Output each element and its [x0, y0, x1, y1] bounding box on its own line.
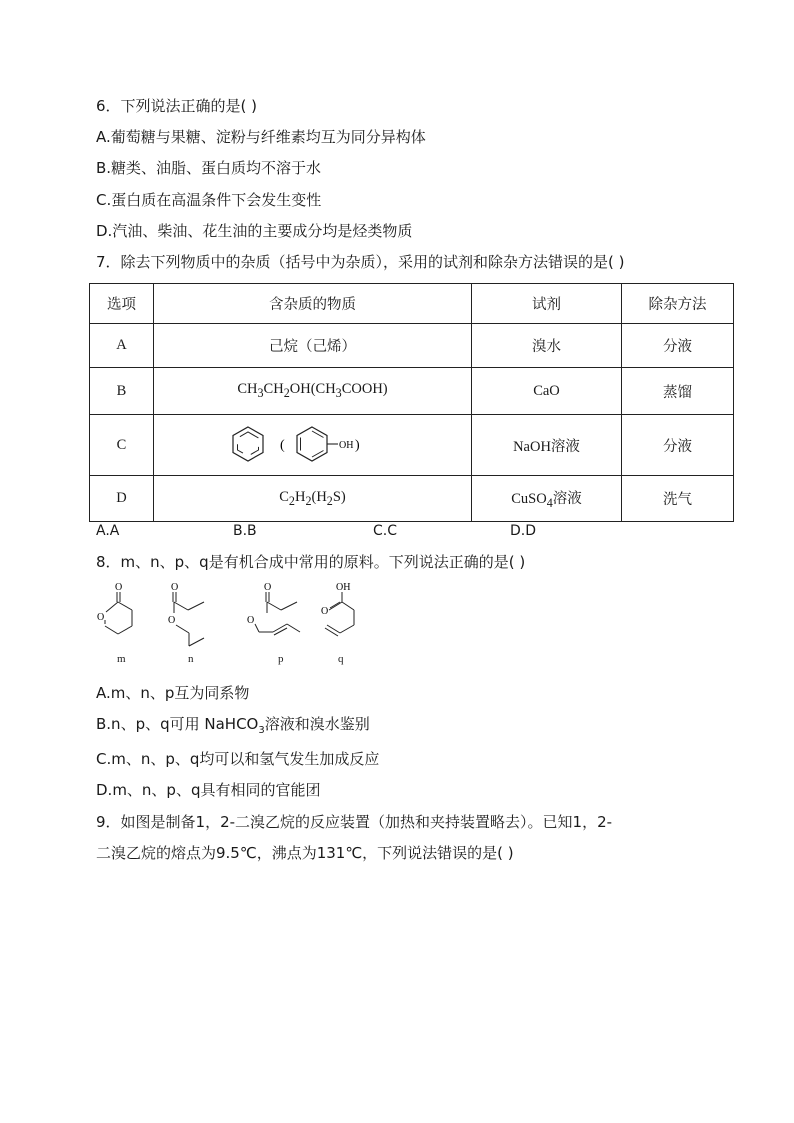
table-row	[90, 324, 734, 368]
row-a-option: A	[90, 324, 154, 368]
svg-text:O: O	[168, 615, 176, 626]
q6-stem: 6．下列说法正确的是( )	[96, 97, 258, 115]
row-d-method: 洗气	[622, 476, 734, 522]
q8-option-d: D.m、n、p、q具有相同的官能团	[96, 781, 321, 799]
q9-stem-line2: 二溴乙烷的熔点为9.5℃，沸点为131℃，下列说法错误的是( )	[96, 844, 514, 862]
row-b-reagent: CaO	[472, 368, 622, 415]
paren-open: (	[279, 438, 285, 453]
row-c-reagent: NaOH溶液	[472, 415, 622, 476]
molecule-m-structure	[92, 580, 152, 652]
table-row	[90, 476, 734, 522]
svg-text:O: O	[247, 615, 255, 626]
molecule-n-structure	[164, 580, 234, 652]
table-row	[90, 415, 734, 476]
svg-text:O: O	[97, 612, 105, 623]
q6-option-d: D.汽油、柴油、花生油的主要成分均是烃类物质	[96, 222, 413, 240]
molecule-m	[92, 580, 152, 665]
q6-option-a: A.葡萄糖与果糖、淀粉与纤维素均互为同分异构体	[96, 128, 426, 146]
paren-close: )	[354, 438, 360, 453]
svg-text:O: O	[321, 606, 329, 617]
row-a-method: 分液	[622, 324, 734, 368]
q8-option-b: B.n、p、q可用 NaHCO$_3$溶液和溴水鉴别	[96, 715, 370, 736]
row-a-substance: 己烷（己烯）	[154, 324, 472, 368]
molecule-n-label: n	[188, 653, 194, 665]
svg-text:O: O	[115, 582, 123, 593]
q7-stem: 7．除去下列物质中的杂质（括号中为杂质），采用的试剂和除杂方法错误的是( )	[96, 253, 625, 271]
row-b-method: 蒸馏	[622, 368, 734, 415]
header-reagent: 试剂	[472, 284, 622, 324]
row-a-reagent: 溴水	[472, 324, 622, 368]
q8-option-c: C.m、n、p、q均可以和氢气发生加成反应	[96, 750, 380, 768]
molecule-p-label: p	[278, 653, 284, 665]
row-c-substance	[154, 415, 472, 476]
q7-answer-d: D.D	[510, 523, 537, 539]
q8-stem: 8．m、n、p、q是有机合成中常用的原料。下列说法正确的是( )	[96, 553, 526, 571]
row-d-reagent: CuSO$_4$溶液	[472, 476, 622, 522]
header-option: 选项	[90, 284, 154, 324]
header-method: 除杂方法	[622, 284, 734, 324]
q7-answer-options	[0, 523, 794, 543]
molecule-q-label: q	[338, 653, 344, 665]
q6-option-b: B.糖类、油脂、蛋白质均不溶于水	[96, 159, 322, 177]
molecule-p	[242, 580, 312, 665]
table-header-row	[90, 284, 734, 324]
svg-text:O: O	[171, 582, 179, 593]
molecule-n	[164, 580, 234, 665]
q7-answer-b: B.B	[233, 523, 257, 539]
molecule-q	[316, 580, 376, 665]
oh-label: OH	[338, 440, 353, 451]
q9-stem-line1: 9．如图是制备1，2-二溴乙烷的反应装置（加热和夹持装置略去）。已知1，2-	[96, 813, 613, 831]
svg-text:O: O	[264, 582, 272, 593]
table-row	[90, 368, 734, 415]
benzene-phenol-structure	[228, 422, 398, 464]
row-d-option: D	[90, 476, 154, 522]
q6-option-c: C.蛋白质在高温条件下会发生变性	[96, 191, 322, 209]
q7-answer-c: C.C	[373, 523, 398, 539]
header-substance: 含杂质的物质	[154, 284, 472, 324]
row-b-option: B	[90, 368, 154, 415]
q8-option-a: A.m、n、p互为同系物	[96, 684, 250, 702]
row-b-substance: $CH_3CH_2OH(CH_3COOH)$	[154, 368, 472, 415]
molecule-q-structure	[316, 580, 376, 652]
molecule-m-label: m	[117, 653, 126, 665]
impurity-table	[89, 283, 734, 522]
row-d-substance: $C_2H_2(H_2S)$	[154, 476, 472, 522]
q7-answer-a: A.A	[96, 523, 120, 539]
svg-text:OH: OH	[336, 582, 351, 593]
row-c-option: C	[90, 415, 154, 476]
row-c-method: 分液	[622, 415, 734, 476]
molecule-p-structure	[242, 580, 312, 652]
